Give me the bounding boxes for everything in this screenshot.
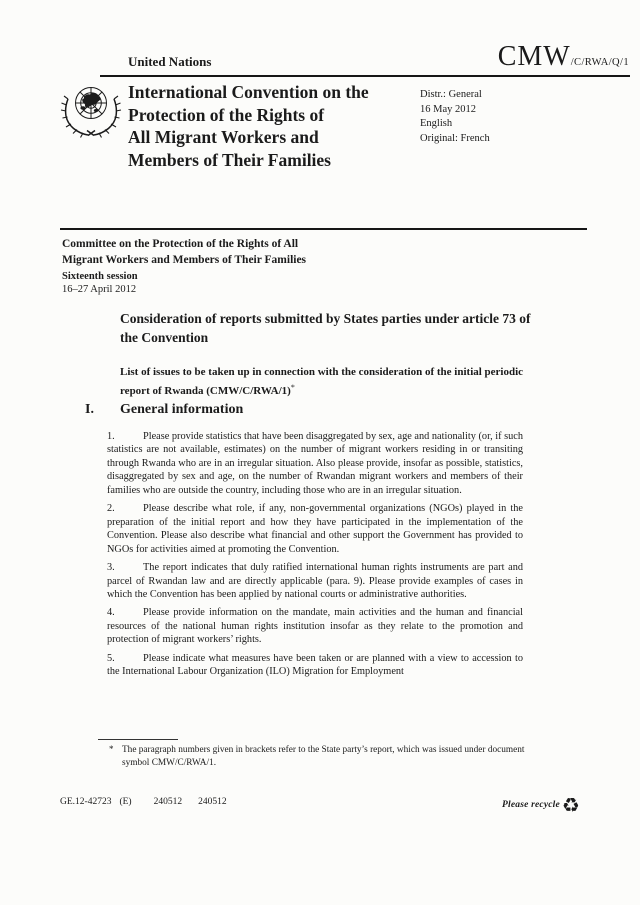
distr-date: 16 May 2012 — [420, 103, 476, 115]
paragraph-number: 5. — [107, 652, 115, 664]
paragraph-number: 3. — [107, 562, 115, 574]
un-emblem-icon — [58, 79, 124, 144]
section-number: I. — [85, 402, 94, 417]
language-code: (E) — [119, 797, 132, 807]
section-title: General information — [120, 402, 244, 417]
body-paragraph — [107, 606, 523, 646]
recycle-notice — [502, 795, 580, 815]
body-paragraph — [107, 502, 523, 556]
header-divider — [100, 75, 630, 77]
date-code: 240512 — [153, 797, 183, 807]
document-body — [107, 430, 523, 684]
committee-session: Sixteenth session — [62, 271, 138, 282]
paragraph-text: Please provide statistics that have been disaggregated by sex, age and nationality (or, if such statistics are not available, estimates) on the number of migrant workers residing in or transiting through Rwanda who are in an irregular situation. Also please provide, insofar as possible, statistics, disaggregated by sex and age, on the number of Rwandan migrant workers and members of their families who are outside the country, including those who are in an irregular situation. — [107, 431, 523, 496]
org-name: United Nations — [128, 54, 212, 69]
committee-name-line: Committee on the Protection of the Rights of All — [62, 238, 299, 250]
paragraph-text: Please describe what role, if any, non-governmental organizations (NGOs) played in the preparation of the initial report and how they have participated in the implementation of the Convention. Please also describe what financial and other support the Government has provided to NGOs for activities aimed at promoting the Convention. — [107, 503, 523, 555]
document-reference — [60, 797, 227, 807]
recycle-label: Please recycle — [502, 800, 560, 810]
distr-original: Original: French — [420, 132, 490, 144]
paragraph-text: Please indicate what measures have been taken or are planned with a view to accession to the International Labour Organization (ILO) Migration for Employment — [107, 652, 523, 678]
committee-name-line: Migrant Workers and Members of Their Families — [62, 253, 307, 266]
footnote-reference-marker: * — [290, 383, 295, 392]
convention-title-line: All Migrant Workers and — [128, 127, 319, 147]
convention-title-line: Members of Their Families — [128, 149, 331, 170]
document-subtitle — [120, 365, 534, 399]
committee-block — [62, 237, 306, 296]
masthead-divider — [60, 228, 587, 230]
footnote-text: The paragraph numbers given in brackets refer to the State party’s report, which was issued under document symbol CMW/C/RWA/1. — [122, 745, 525, 768]
distribution-block — [420, 88, 490, 146]
recycle-icon: ♻ — [561, 793, 580, 817]
document-symbol — [498, 41, 629, 73]
convention-title-line: Protection of the Rights of — [128, 104, 325, 125]
paragraph-text: Please provide information on the mandate, main activities and the human and financial resources of the national human rights institution insofar as they relate to the promotion and protection of migrant workers’ rights. — [107, 607, 523, 646]
paragraph-number: 4. — [107, 607, 115, 619]
distr-language: English — [420, 118, 453, 129]
convention-title — [128, 81, 428, 171]
doc-symbol-suffix: /C/RWA/Q/1 — [570, 57, 629, 68]
body-paragraph — [107, 652, 523, 679]
section-heading — [85, 402, 243, 418]
ge-number: GE.12-42723 — [60, 797, 112, 807]
doc-symbol-main: CMW — [497, 41, 571, 72]
distr-type: Distr.: General — [420, 89, 482, 100]
convention-title-line: International Convention on the — [128, 82, 369, 102]
page-title: Consideration of reports submitted by States parties under article 73 of the Convention — [120, 311, 531, 345]
footnote-marker: * — [109, 744, 114, 754]
footnote — [109, 744, 534, 769]
committee-dates: 16–27 April 2012 — [62, 284, 137, 295]
paragraph-text: The report indicates that duly ratified international human rights instruments are part and parcel of Rwandan law and are directly applicable (para. 9). Please provide examples of cases in which the Convention has been applied by national courts or administrative authorities. — [107, 562, 523, 600]
paragraph-number: 1. — [107, 431, 115, 442]
subtitle-text: List of issues to be taken up in connection with the consideration of the initial periodic report of Rwanda (CMW/C/RWA/1) — [120, 366, 524, 397]
body-paragraph — [107, 561, 523, 601]
body-paragraph — [107, 430, 523, 497]
date-code: 240512 — [198, 797, 227, 807]
footnote-divider — [98, 739, 178, 740]
paragraph-number: 2. — [107, 503, 115, 515]
